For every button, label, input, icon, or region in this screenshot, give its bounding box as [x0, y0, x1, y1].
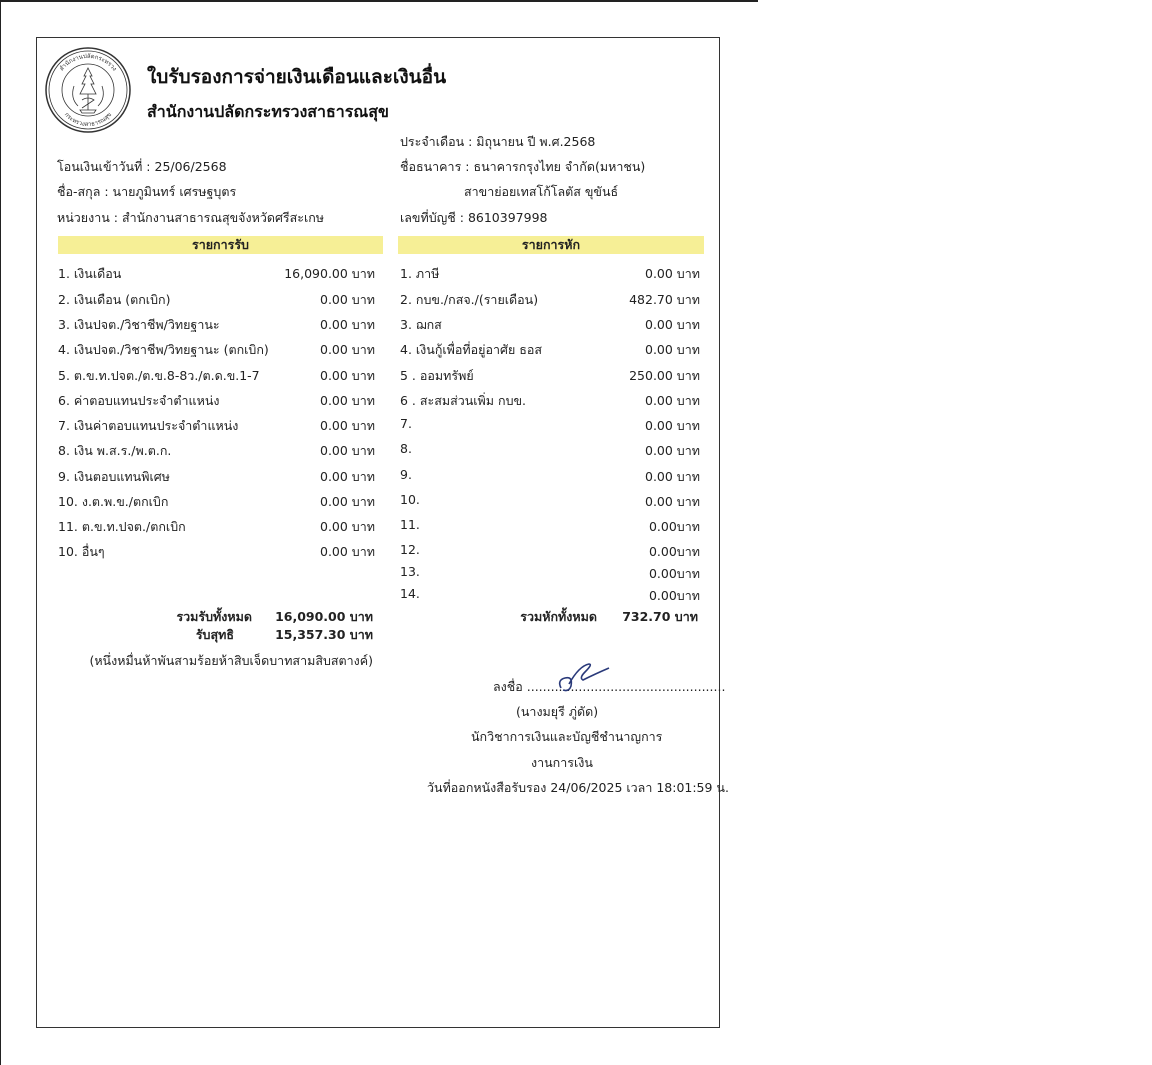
deduction-amount: 0.00 บาท	[645, 317, 700, 332]
seal-top-text: สำนักงานปลัดกระทรวง	[58, 52, 118, 73]
income-row	[58, 441, 375, 461]
deduction-row	[400, 391, 700, 411]
deduction-row	[400, 492, 700, 512]
income-row	[58, 315, 375, 335]
income-label: 10. อื่นๆ	[58, 544, 105, 559]
document-title: ใบรับรองการจ่ายเงินเดือนและเงินอื่น	[147, 66, 447, 88]
income-label: 4. เงินปจต./วิชาชีพ/วิทยฐานะ (ตกเบิก)	[58, 342, 269, 357]
top-border-line	[0, 0, 758, 2]
transfer-date: โอนเงินเข้าวันที่ : 25/06/2568	[57, 159, 227, 174]
income-row	[58, 467, 375, 487]
ministry-seal-icon	[44, 46, 132, 134]
income-amount: 0.00 บาท	[320, 317, 375, 332]
deduction-amount: 482.70 บาท	[629, 292, 700, 307]
deduction-label: 14.	[400, 586, 420, 601]
pay-period: ประจำเดือน : มิถุนายน ปี พ.ศ.2568	[400, 134, 596, 149]
deduction-label: 13.	[400, 564, 420, 579]
deduction-amount: 0.00บาท	[648, 519, 700, 534]
income-amount: 0.00 บาท	[320, 342, 375, 357]
agency-name: หน่วยงาน : สำนักงานสาธารณสุขจังหวัดศรีสะเกษ	[57, 210, 325, 225]
income-header: รายการรับ	[58, 236, 383, 254]
signature-scribble-icon	[555, 660, 615, 694]
deduction-label: 12.	[400, 542, 420, 557]
income-amount: 0.00 บาท	[320, 292, 375, 307]
income-row	[58, 416, 375, 436]
signer-unit: งานการเงิน	[531, 755, 593, 770]
income-row	[58, 542, 375, 562]
deduction-row	[400, 586, 700, 606]
income-label: 2. เงินเดือน (ตกเบิก)	[58, 292, 171, 307]
deduction-label: 7.	[400, 416, 412, 431]
income-amount: 0.00 บาท	[320, 443, 375, 458]
deduction-amount: 0.00บาท	[648, 588, 700, 603]
income-label: 1. เงินเดือน	[58, 266, 122, 281]
deduction-label: 1. ภาษี	[400, 266, 440, 281]
income-row	[58, 340, 375, 360]
deduction-row	[400, 315, 700, 335]
left-border-line	[0, 0, 1, 1065]
income-label: 8. เงิน พ.ส.ร./พ.ต.ก.	[58, 443, 172, 458]
deduction-label: 9.	[400, 467, 412, 482]
deduction-row	[400, 340, 700, 360]
deduction-row	[400, 366, 700, 386]
income-label: 7. เงินค่าตอบแทนประจำตำแหน่ง	[58, 418, 239, 433]
deduction-row	[400, 564, 700, 584]
deduction-row	[400, 542, 700, 562]
bank-branch: สาขาย่อยเทสโก้โลตัส ขุขันธ์	[464, 184, 619, 199]
svg-text:สำนักงานปลัดกระทรวง	[58, 53, 118, 73]
deduction-amount: 0.00 บาท	[645, 494, 700, 509]
deduction-label: 11.	[400, 517, 420, 532]
certificate-document	[36, 37, 729, 1028]
deduction-amount: 0.00 บาท	[645, 418, 700, 433]
income-row	[58, 290, 375, 310]
signature-dotted-line: ..................................................	[526, 679, 726, 694]
deduction-amount: 250.00 บาท	[629, 368, 700, 383]
income-label: 10. ง.ต.พ.ข./ตกเบิก	[58, 494, 169, 509]
employee-name: ชื่อ-สกุล : นายภูมินทร์ เศรษฐบุตร	[57, 184, 237, 199]
deduction-label: 5 . ออมทรัพย์	[400, 368, 474, 383]
deduction-label: 3. ฌกส	[400, 317, 442, 332]
deduction-row	[400, 467, 700, 487]
deduction-amount: 0.00 บาท	[645, 342, 700, 357]
income-row	[58, 264, 375, 284]
deduction-header: รายการหัก	[398, 236, 704, 254]
income-row	[58, 391, 375, 411]
net-pay-in-words: (หนึ่งหมื่นห้าพันสามร้อยห้าสิบเจ็ดบาทสามสิบสตางค์)	[89, 653, 373, 668]
deduction-label: 10.	[400, 492, 420, 507]
income-label: 6. ค่าตอบแทนประจำตำแหน่ง	[58, 393, 220, 408]
account-number: เลขที่บัญชี : 8610397998	[400, 210, 548, 225]
income-total-label: รวมรับทั้งหมด	[176, 609, 252, 624]
net-pay-amount: 15,357.30 บาท	[275, 627, 373, 642]
deduction-row	[400, 290, 700, 310]
svg-text:กระทรวงสาธารณสุข	[63, 111, 113, 128]
deduction-label: 4. เงินกู้เพื่อที่อยู่อาศัย ธอส	[400, 342, 543, 357]
income-row	[58, 492, 375, 512]
income-row	[58, 517, 375, 537]
income-amount: 0.00 บาท	[320, 519, 375, 534]
deduction-total-amount: 732.70 บาท	[622, 609, 698, 624]
deduction-amount: 0.00 บาท	[645, 443, 700, 458]
income-amount: 0.00 บาท	[320, 418, 375, 433]
deduction-amount: 0.00บาท	[648, 566, 700, 581]
deduction-amount: 0.00บาท	[648, 544, 700, 559]
deduction-amount: 0.00 บาท	[645, 266, 700, 281]
income-amount: 0.00 บาท	[320, 494, 375, 509]
income-row	[58, 366, 375, 386]
signer-name: (นางมยุรี ภู่ดัด)	[516, 704, 599, 719]
sign-label-text: ลงชื่อ	[493, 679, 523, 694]
income-amount: 0.00 บาท	[320, 368, 375, 383]
deduction-label: 2. กบข./กสจ./(รายเดือน)	[400, 292, 539, 307]
document-subtitle: สำนักงานปลัดกระทรวงสาธารณสุข	[147, 102, 389, 121]
income-label: 3. เงินปจต./วิชาชีพ/วิทยฐานะ	[58, 317, 220, 332]
deduction-total-label: รวมหักทั้งหมด	[520, 609, 597, 624]
issued-timestamp: วันที่ออกหนังสือรับรอง 24/06/2025 เวลา 18:01:59 น.	[427, 780, 729, 795]
deduction-row	[400, 441, 700, 461]
income-label: 11. ต.ข.ท.ปจต./ตกเบิก	[58, 519, 186, 534]
signer-position: นักวิชาการเงินและบัญชีชำนาญการ	[471, 729, 663, 744]
deduction-label: 8.	[400, 441, 412, 456]
bank-name: ชื่อธนาคาร : ธนาคารกรุงไทย จำกัด(มหาชน)	[400, 159, 646, 174]
income-label: 9. เงินตอบแทนพิเศษ	[58, 469, 170, 484]
deduction-row	[400, 264, 700, 284]
income-amount: 0.00 บาท	[320, 393, 375, 408]
deduction-row	[400, 517, 700, 537]
deduction-amount: 0.00 บาท	[645, 393, 700, 408]
income-amount: 0.00 บาท	[320, 544, 375, 559]
income-amount: 16,090.00 บาท	[284, 266, 375, 281]
income-label: 5. ต.ข.ท.ปจต./ต.ข.8-8ว./ต.ด.ข.1-7	[58, 368, 260, 383]
seal-bottom-text: กระทรวงสาธารณสุข	[62, 111, 114, 129]
deduction-row	[400, 416, 700, 436]
deduction-label: 6 . สะสมส่วนเพิ่ม กบข.	[400, 393, 527, 408]
deduction-amount: 0.00 บาท	[645, 469, 700, 484]
income-amount: 0.00 บาท	[320, 469, 375, 484]
net-pay-label: รับสุทธิ	[195, 627, 234, 642]
income-total-amount: 16,090.00 บาท	[275, 609, 373, 624]
